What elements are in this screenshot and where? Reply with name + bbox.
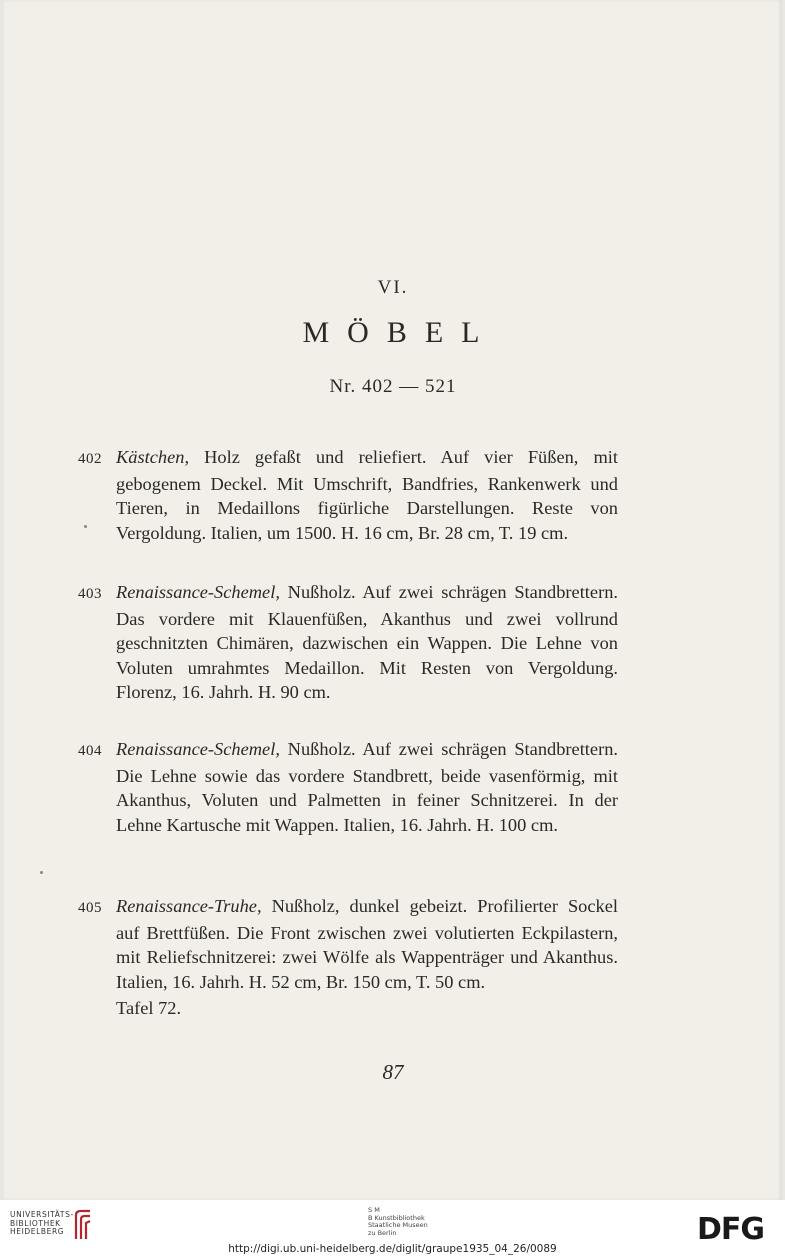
entry-name: Renaissance-Schemel,	[116, 582, 280, 602]
entry-text: Nußholz, dunkel gebeizt. Profilierter Sockel auf Brettfüßen. Die Front zwischen zwei volutierten Eckpilastern, mit Reliefschnitzerei: zwei Wölfe als Wappenträger und Akanthus. Italien, 16. Jahrh. H. 52 cm, Br. 150 cm, T. 50 cm.	[116, 896, 618, 992]
entry-text: Nußholz. Auf zwei schrägen Standbrettern. Das vordere mit Klauenfüßen, Akanthus und zwei vollrund geschnitzten Chimären, dazwischen ein Wappen. Die Lehne von Voluten umrahmtes Medaillon. Mit Resten von Vergoldung. Florenz, 16. Jahrh. H. 90 cm.	[116, 582, 618, 703]
plate-reference: Tafel 72.	[116, 998, 182, 1019]
entry-name: Kästchen,	[116, 447, 190, 467]
chapter-number: VI.	[377, 277, 409, 298]
entry-name: Renaissance-Schemel,	[116, 739, 280, 759]
museum-stamp: S M B Kunstbibliothek Staatliche Museen zu Berlin	[368, 1206, 428, 1237]
scanned-page	[4, 0, 782, 1200]
page-title: MÖBEL	[302, 316, 498, 349]
entry-name: Renaissance-Truhe,	[116, 896, 262, 916]
page-number: 87	[382, 1060, 404, 1084]
dfg-logo: DFG	[697, 1212, 765, 1247]
catalog-entry	[58, 737, 618, 837]
entry-number: 403	[78, 586, 102, 602]
source-url-link[interactable]: http://digi.ub.uni-heidelberg.de/diglit/graupe1935_04_26/0089	[228, 1243, 557, 1255]
digitization-footer	[0, 1200, 785, 1256]
library-logo-icon	[72, 1209, 94, 1241]
item-range: Nr. 402 — 521	[329, 376, 457, 397]
catalog-entry	[58, 445, 618, 545]
entry-number: 402	[78, 451, 102, 467]
catalog-entry	[58, 580, 618, 705]
library-name: UNIVERSITÄTS- BIBLIOTHEK HEIDELBERG	[10, 1210, 74, 1236]
paper-speck	[84, 525, 87, 528]
entry-text: Nußholz. Auf zwei schrägen Standbrettern. Die Lehne sowie das vordere Standbrett, beide vasenförmig, mit Akanthus, Voluten und Palmetten in feiner Schnitzerei. In der Lehne Kartusche mit Wappen. Italien, 16. Jahrh. H. 100 cm.	[116, 739, 618, 835]
entry-number: 405	[78, 900, 102, 916]
catalog-entry	[58, 894, 618, 1021]
entry-text: Holz gefaßt und reliefiert. Auf vier Füßen, mit gebogenem Deckel. Mit Umschrift, Bandfries, Rankenwerk und Tieren, in Medaillons figürliche Darstellungen. Reste von Vergoldung. Italien, um 1500. H. 16 cm, Br. 28 cm, T. 19 cm.	[116, 447, 618, 543]
paper-speck	[40, 871, 43, 874]
entry-number: 404	[78, 743, 102, 759]
